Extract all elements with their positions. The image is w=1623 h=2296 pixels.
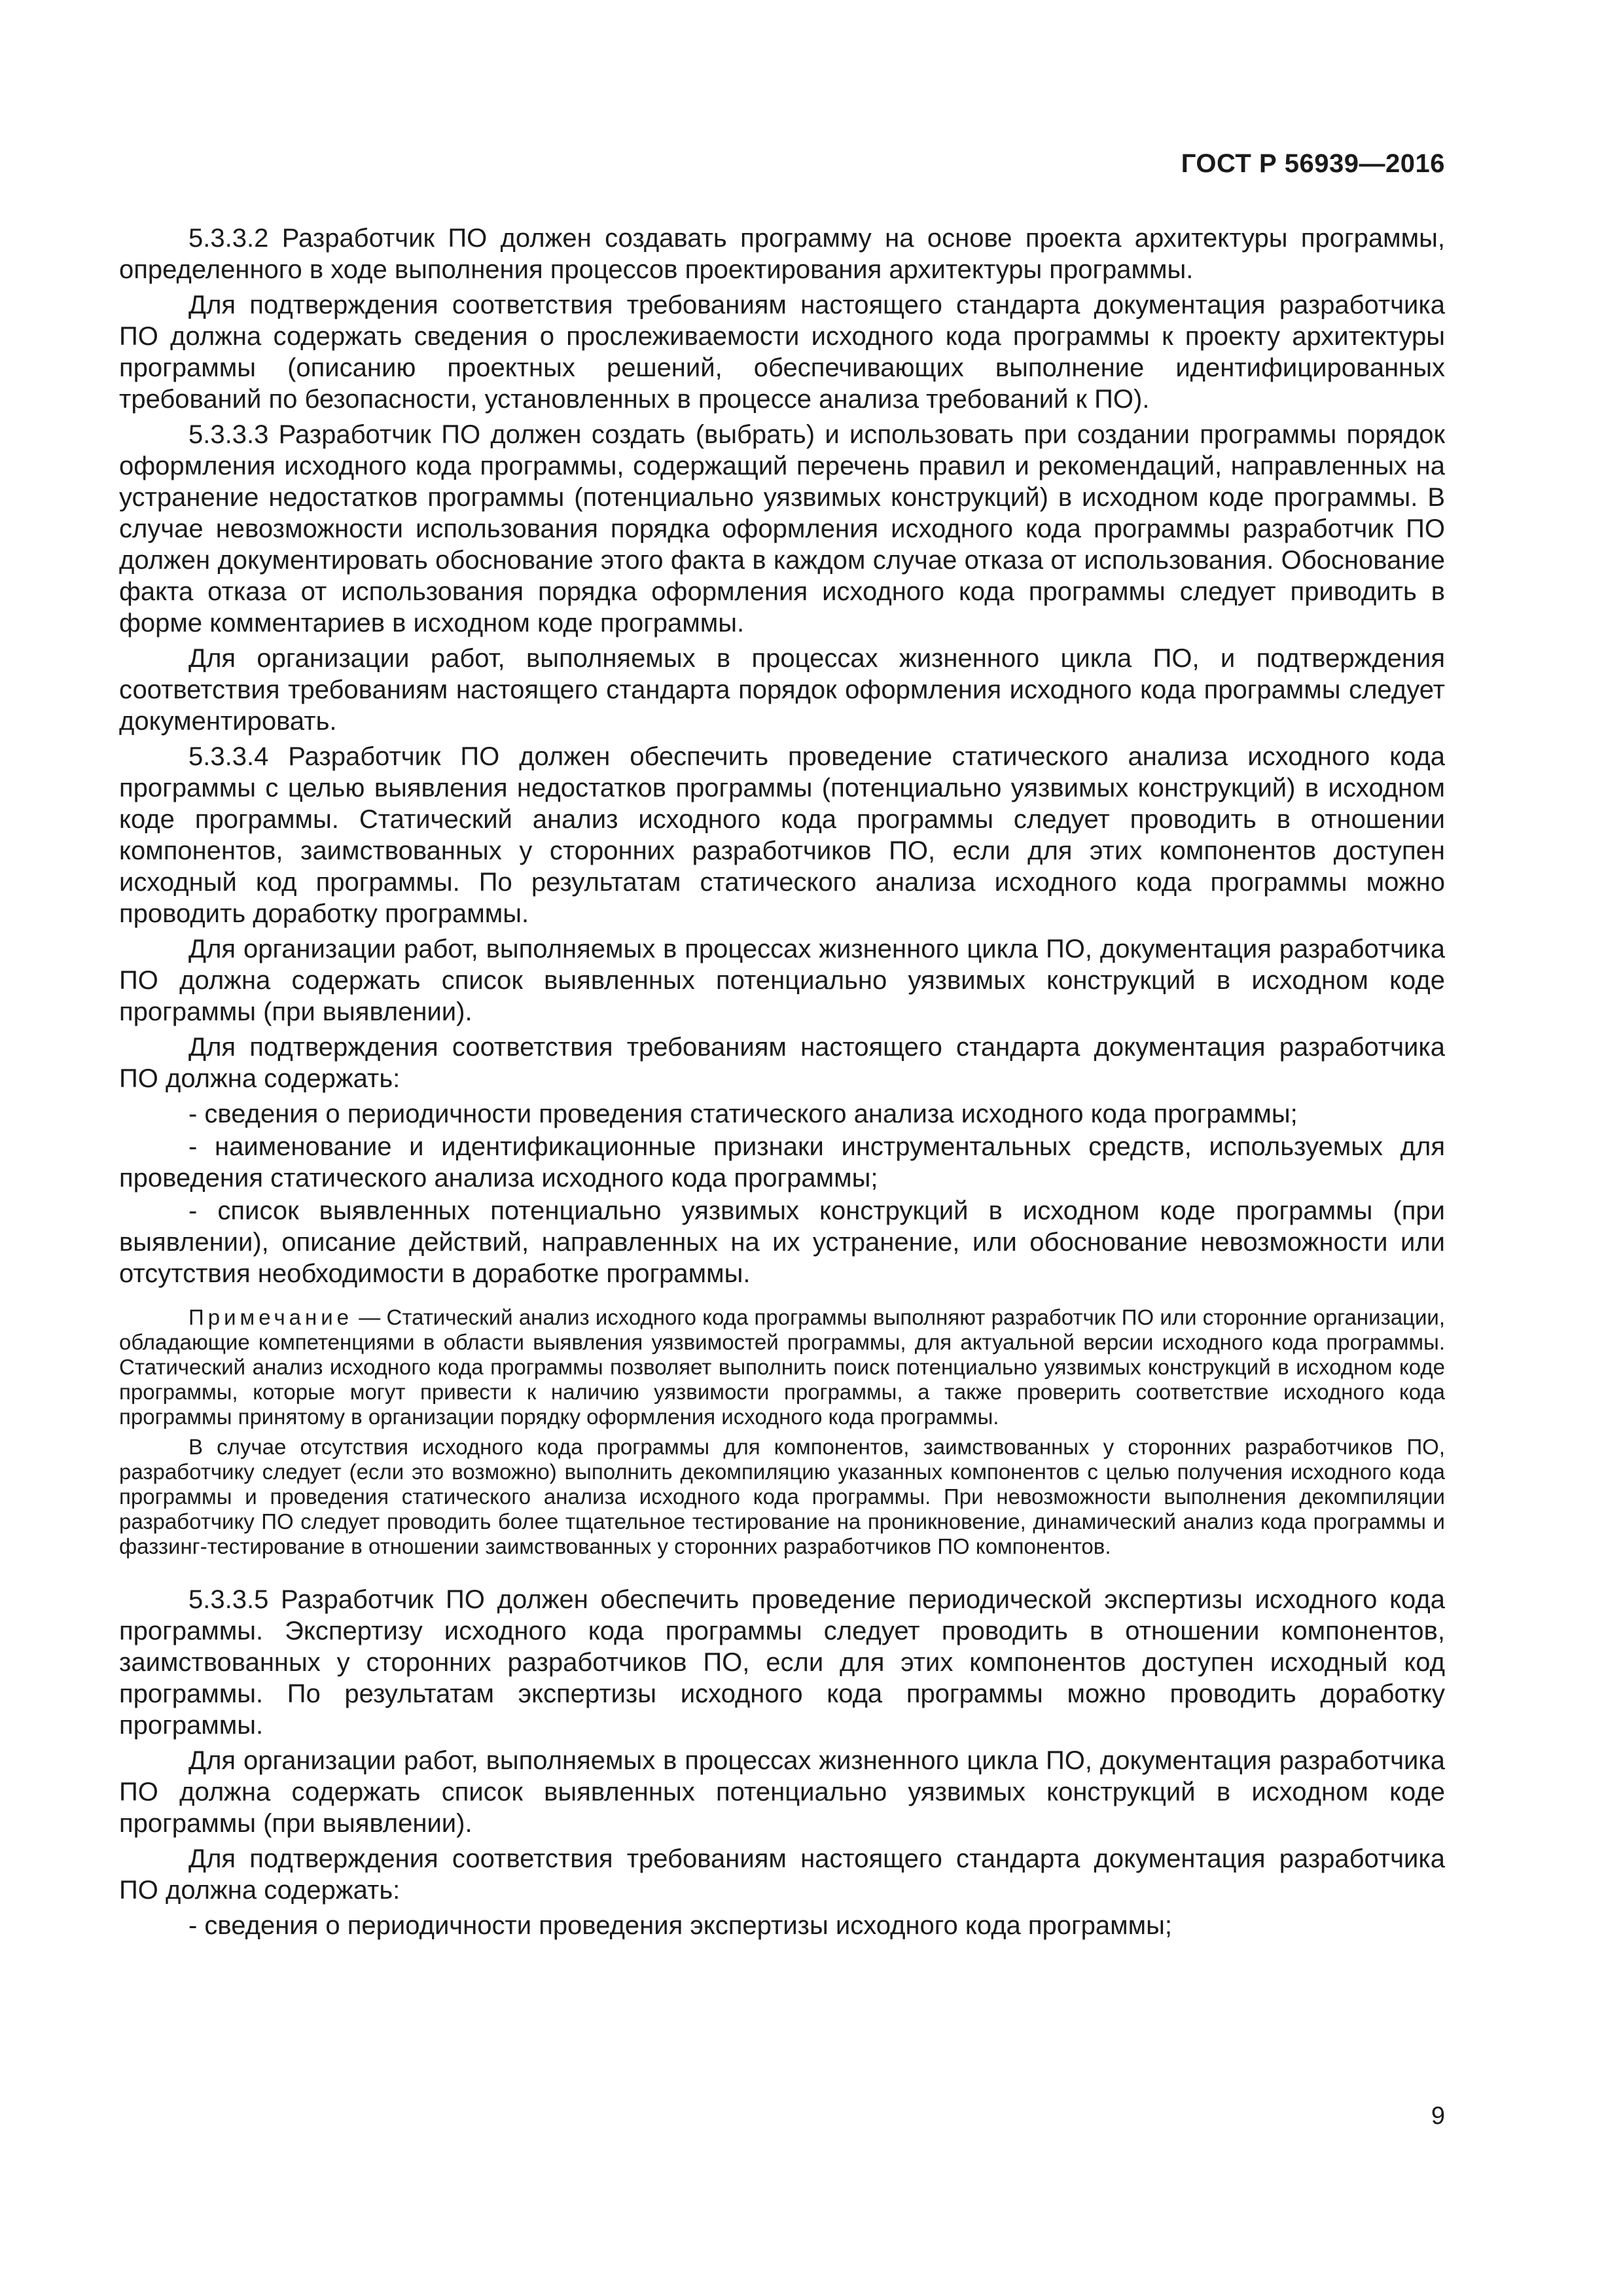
paragraph-5-3-3-2: 5.3.3.2 Разработчик ПО должен создавать программу на основе проекта архитектуры программы, определенного в ходе выполнения процессов проектирования архитектуры программы. [119, 224, 1445, 284]
note [119, 1305, 1445, 1429]
paragraph-5-3-3-5: 5.3.3.5 Разработчик ПО должен обеспечить проведение периодической экспертизы исходного кода программы. Экспертизу исходного кода программы следует проводить в отношении компонентов, заимствованных у сторонних разработчиков ПО, если для этих компонентов доступен исходный код программы. По результатам экспертизы исходного кода программы можно проводить доработку программы. [119, 1585, 1445, 1740]
note-label: Примечание [188, 1305, 353, 1329]
list-item: - сведения о периодичности проведения экспертизы исходного кода программы; [188, 1911, 1172, 1940]
note-continuation: В случае отсутствия исходного кода программы для компонентов, заимствованных у сторонних разработчиков ПО, разработчику следует (если это возможно) выполнить декомпиляцию указанных компонентов с целью получения исходного кода программы и проведения статического анализа исходного кода программы. При невозможности выполнения декомпиляции разработчику ПО следует проводить более тщательное тестирование на проникновение, динамический анализ кода программы и фаззинг-тестирование в отношении заимствованных у сторонних разработчиков ПО компонентов. [119, 1435, 1445, 1558]
paragraph: Для подтверждения соответствия требованиям настоящего стандарта документация разработчика ПО должна содержать: [119, 1844, 1445, 1905]
list-item: - наименование и идентификационные признаки инструментальных средств, используемых для проведения статического анализа исходного кода программы; [119, 1132, 1445, 1193]
page-body [119, 223, 1445, 1943]
paragraph: Для подтверждения соответствия требованиям настоящего стандарта документация разработчика ПО должна содержать: [119, 1033, 1445, 1093]
paragraph: Для организации работ, выполняемых в процессах жизненного цикла ПО, и подтверждения соответствия требованиям настоящего стандарта порядок оформления исходного кода программы следует документировать. [119, 644, 1445, 736]
list-item: - список выявленных потенциально уязвимых конструкций в исходном коде программы (при выявлении), описание действий, направленных на их устранение, или обоснование невозможности или отсутствия необходимости в доработке программы. [119, 1196, 1445, 1288]
paragraph-5-3-3-4: 5.3.3.4 Разработчик ПО должен обеспечить проведение статического анализа исходного кода программы с целью выявления недостатков программы (потенциально уязвимых конструкций) в исходном коде программы. Статический анализ исходного кода программы следует проводить в отношении компонентов, заимствованных у сторонних разработчиков ПО, если для этих компонентов доступен исходный код программы. По результатам статического анализа исходного кода программы можно проводить доработку программы. [119, 742, 1445, 928]
document-header: ГОСТ Р 56939—2016 [1181, 149, 1445, 178]
paragraph-5-3-3-3: 5.3.3.3 Разработчик ПО должен создать (выбрать) и использовать при создании программы порядок оформления исходного кода программы, содержащий перечень правил и рекомендаций, направленных на устранение недостатков программы (потенциально уязвимых конструкций) в исходном коде программы. В случае невозможности использования порядка оформления исходного кода программы разработчик ПО должен документировать обоснование этого факта в каждом случае отказа от использования. Обоснование факта отказа от использования порядка оформления исходного кода программы следует приводить в форме комментариев в исходном коде программы. [119, 420, 1445, 637]
paragraph: Для организации работ, выполняемых в процессах жизненного цикла ПО, документация разработчика ПО должна содержать список выявленных потенциально уязвимых конструкций в исходном коде программы (при выявлении). [119, 935, 1445, 1026]
paragraph: Для организации работ, выполняемых в процессах жизненного цикла ПО, документация разработчика ПО должна содержать список выявленных потенциально уязвимых конструкций в исходном коде программы (при выявлении). [119, 1746, 1445, 1838]
list-item: - сведения о периодичности проведения статического анализа исходного кода программы; [188, 1100, 1298, 1128]
page-number: 9 [1431, 2102, 1445, 2130]
note-text: — Статический анализ исходного кода программы выполняют разработчик ПО или сторонние организации, обладающие компетенциями в области выявления уязвимостей программы, для актуальной версии исходного кода программы. Статический анализ исходного кода программы позволяет выполнить поиск потенциально уязвимых конструкций в исходном коде программы, которые могут привести к наличию уязвимости программы, а также проверить соответствие исходного кода программы принятому в организации порядку оформления исходного кода программы. [119, 1305, 1445, 1429]
paragraph: Для подтверждения соответствия требованиям настоящего стандарта документация разработчика ПО должна содержать сведения о прослеживаемости исходного кода программы к проекту архитектуры программы (описанию проектных решений, обеспечивающих выполнение идентифицированных требований по безопасности, установленных в процессе анализа требований к ПО). [119, 291, 1445, 414]
